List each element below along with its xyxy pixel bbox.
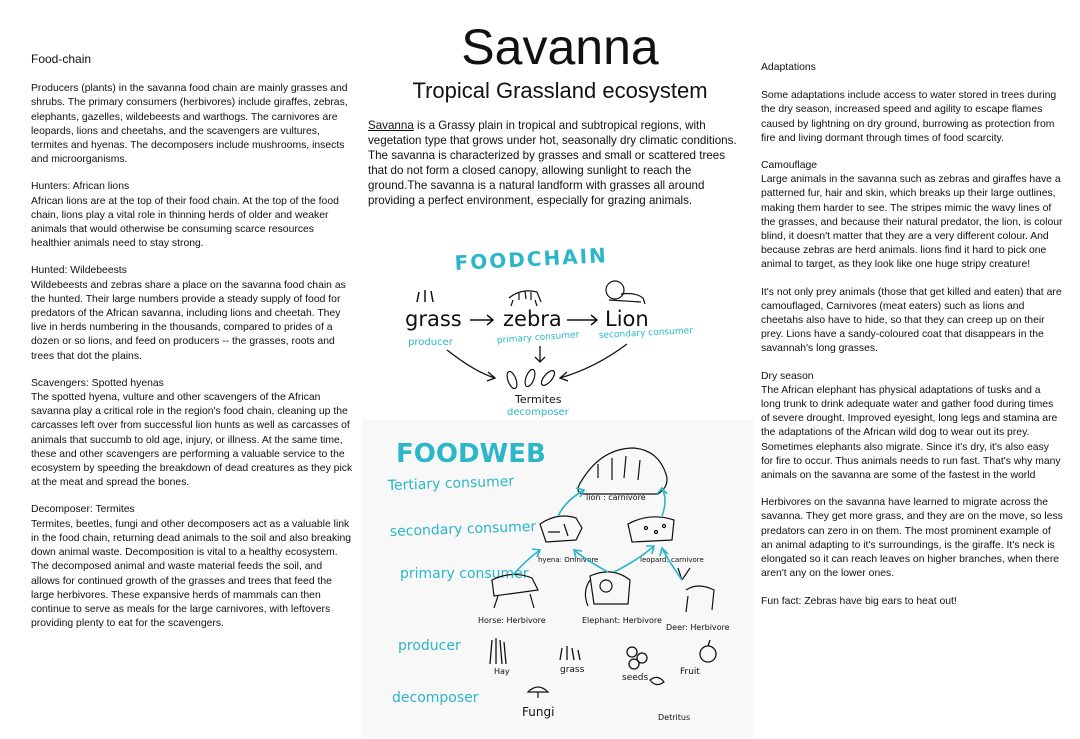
decomposer-section (31, 503, 353, 631)
web-lion-label: lion : carnivore (586, 493, 646, 502)
page-title: Savanna (461, 19, 659, 75)
herbivores-paragraph: Herbivores on the savanna have learned to migrate across the savanna. They get more grass, and they are on the move, so less predators can zero in on them. The most prominent example of an animal adapting to it's surroundings, is the giraffe. It's neck is elongated so it can reach leaves on higher branches, when there aren't any on the lower ones. (761, 497, 1063, 580)
hunted-section (31, 264, 353, 363)
zebra-sketch-icon (509, 291, 541, 306)
chain-grass-label: grass (405, 307, 462, 331)
hunters-text: African lions are at the top of their food chain. At the top of the food chain, lions play a vital role in thinning herds of older and weaker animals that would otherwise be consuming scarce resources healthier animals need to stay strong. (31, 195, 339, 250)
producers-paragraph: Producers (plants) in the savanna food chain are mainly grasses and shrubs. The primary consumers (herbivores) include giraffes, zebras, elephants, gazelles, wildebeests and warthogs. The carnivores are leopards, lions and cheetahs, and the scavengers are vultures, termites and hyenas. The decomposers include mushrooms, insects and microorganisms. (31, 83, 348, 166)
chain-decomposer-label: decomposer (507, 407, 569, 418)
arrow-icon (447, 344, 627, 381)
adaptations-paragraph: Some adaptations include access to water stored in trees during the dry season, increased speed and agility to escape flames caused by lightning on dry ground, burrowing as protection from fire and living dormant through times of food scarcity. (761, 90, 1057, 144)
food-chain-title: FOODCHAIN (454, 243, 609, 275)
scavengers-section (31, 377, 353, 491)
web-elephant-label: Elephant: Herbivore (582, 616, 662, 625)
web-fruit-label: Fruit (680, 667, 700, 677)
food-chain-diagram (395, 240, 725, 420)
hunted-text: Wildebeests and zebras share a place on the savanna food chain as the hunted. Their large numbers provide a steady supply of food for predators of the African savanna, including lions and cheetah. They live in herds numbering in the thousands, compared to prides of a dozen or so lions, and feed on producers -- the grasses, roots and trees that dot the plains. (31, 279, 346, 362)
adaptations-heading: Adaptations (761, 62, 816, 73)
food-chain-heading: Food-chain (31, 52, 92, 66)
dry-season-heading: Dry season (761, 370, 814, 382)
camouflage-heading: Camouflage (761, 160, 818, 172)
intro-text: is a Grassy plain in tropical and subtropical regions, with vegetation type that grows under hot, seasonally dry climatic conditions. The savanna is characterized by grasses and small or scattered trees that do not form a closed canopy, allowing sunlight to reach the ground.The savanna is a natural landform with grasses all around providing a perfect environment, especially for grazing animals. (368, 119, 737, 208)
level-tertiary: Tertiary consumer (387, 473, 515, 494)
termites-sketch-icon (505, 368, 557, 390)
scavengers-text: The spotted hyena, vulture and other scavengers of the African savanna play a critical role in the region's food chain, cleaning up the carcasses left over from successful lion hunts as well as carcasses of animals that succumb to old age, injury, or illness. At the same time, these and other scavengers are performing a valuable service to the ecosystem by speeding the breakdown of dead creatures as they pick at the meat and spread the bones. (31, 392, 353, 489)
hunters-section (31, 180, 353, 251)
camouflage-paragraph-2: It's not only prey animals (those that get killed and eaten) that are camouflaged, Carnivores (meat eaters) such as lions and cheetahs also have to hide, so that they can creep up on their prey. Lions have a sandy-coloured coat that disappears in the savannah's long grasses. (761, 286, 1062, 355)
web-hay-label: Hay (494, 667, 510, 676)
web-seeds-label: seeds (622, 673, 649, 683)
left-column (31, 52, 353, 644)
intro-paragraph (368, 118, 746, 209)
hunted-heading: Hunted: Wildebeests (31, 265, 127, 277)
grass-sketch-icon (417, 290, 433, 302)
level-decomposer: decomposer (392, 690, 479, 706)
chain-producer-label: producer (408, 337, 453, 348)
dry-season-section (761, 370, 1063, 484)
lion-sketch-icon (606, 281, 645, 304)
web-leopard-label: leopard: carnivore (640, 556, 704, 564)
fun-fact: Fun fact: Zebras have big ears to heat out! (761, 595, 957, 607)
web-detritus-label: Detritus (658, 713, 691, 722)
web-fungi-label: Fungi (522, 705, 555, 719)
decomposer-heading: Decomposer: Termites (31, 504, 135, 516)
chain-zebra-label: zebra (503, 307, 562, 331)
web-hyena-label: hyena: Omnivore (538, 556, 599, 564)
level-producer: producer (398, 638, 461, 654)
right-column (761, 61, 1063, 622)
arrow-icon (567, 315, 597, 325)
chain-termites-label: Termites (515, 393, 562, 406)
camouflage-text: Large animals in the savanna such as zebras and giraffes have a patterned fur, hair and skin, which breaks up their large outlines, making them harder to see. The stripes mimic the wavy lines of the grasses, and because their natural predator, the lion, is colour blind, it doesn't matter that they are a very different colour. And because zebras are herd animals. lions find it hard to pick one animal to target, as they look like one huge stripy creature! (761, 174, 1063, 271)
dry-season-text: The African elephant has physical adaptations of tusks and a long trunk to drink adequate water and gather food during times of severe drought. Improved eyesight, long legs and stamina are the adaptations of the African wild dog to wear out its prey. Sometimes elephants also migrate. Since it's dry, it's also easy for fire to occur. Thus animals needs to run fast. That's why many animals on the savanna are some of the fastest in the world (761, 384, 1061, 482)
decomposer-text: Termites, beetles, fungi and other decomposers act as a valuable link in the food chain, returning dead animals to the soil and also breaking down animal waste. Decomposition is vital to a healthy ecosystem. The decomposed animal and waste material feeds the soil, and allows for continued growth of the grasses and trees that feed the large herbivores. These expansive herds of mammals can then continue to serve as meals for the large carnivores, with leftovers providing plenty to eat for the scavengers. (31, 518, 352, 630)
web-grass-label: grass (560, 665, 585, 675)
level-secondary: secondary consumer (389, 518, 537, 540)
web-deer-label: Deer: Herbivore (666, 623, 730, 632)
scavengers-heading: Scavengers: Spotted hyenas (31, 377, 164, 389)
food-web-title: FOODWEB (396, 439, 546, 469)
level-primary: primary consumer (400, 566, 529, 582)
intro-lead: Savanna (368, 119, 414, 132)
chain-primary-label: primary consumer (496, 330, 580, 346)
camouflage-section (761, 159, 1063, 273)
page-subtitle: Tropical Grassland ecosystem (412, 78, 708, 103)
chain-secondary-label: secondary consumer (598, 326, 694, 341)
chain-lion-label: Lion (605, 307, 649, 331)
food-web-diagram (362, 420, 754, 738)
arrow-icon (470, 315, 493, 325)
hunters-heading: Hunters: African lions (31, 181, 130, 193)
web-horse-label: Horse: Herbivore (478, 616, 546, 625)
